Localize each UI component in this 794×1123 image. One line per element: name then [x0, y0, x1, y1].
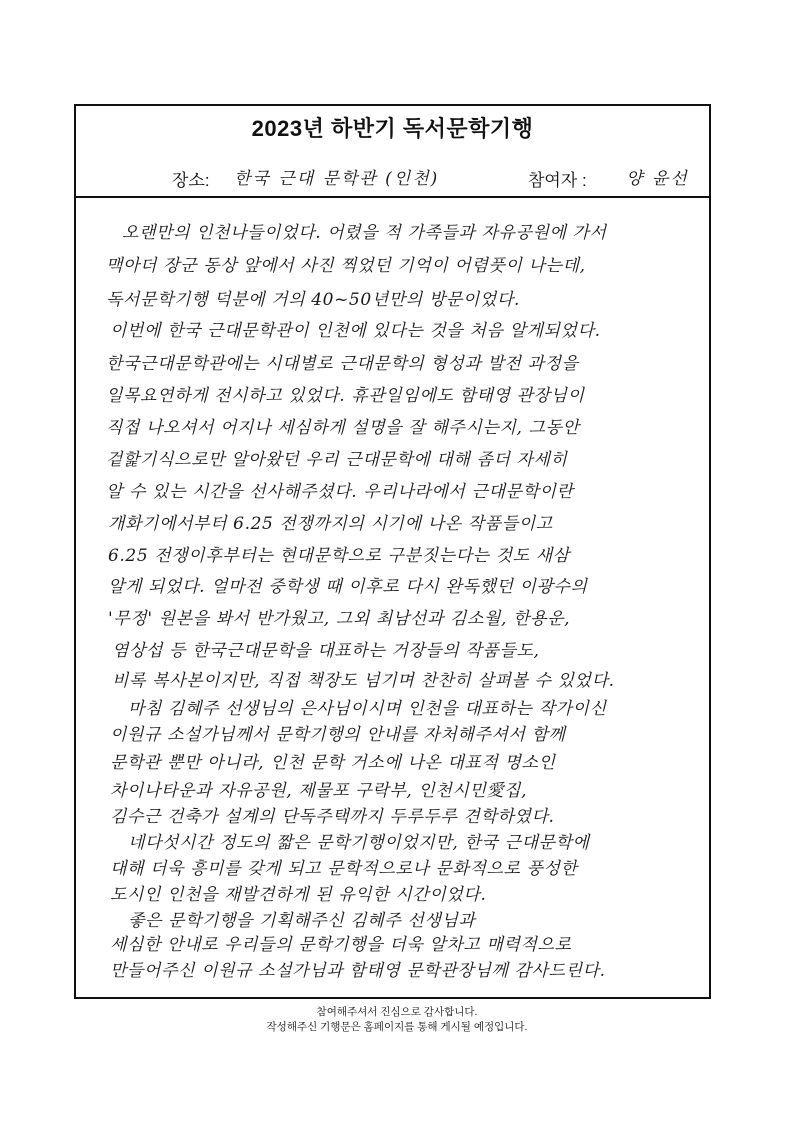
- essay-line: 염상섭 등 한국근대문학을 대표하는 거장들의 작품들도,: [112, 641, 540, 661]
- essay-line: 도시인 인천을 재발견하게 된 유익한 시간이었다.: [110, 885, 487, 905]
- essay-line: 알게 되었다. 얼마전 중학생 때 이후로 다시 완독했던 이광수의: [108, 577, 588, 597]
- essay-line: 만들어주신 이원규 소설가님과 함태영 문학관장님께 감사드린다.: [110, 961, 606, 981]
- essay-line: 문학관 뿐만 아니라, 인천 문학 거소에 나온 대표적 명소인: [110, 753, 556, 773]
- essay-line: 좋은 문학기행을 기획해주신 김혜주 선생님과: [128, 911, 476, 931]
- participant-label: 참여자 :: [528, 171, 587, 190]
- travel-essay-form: [74, 104, 711, 999]
- meta-row: [76, 164, 709, 190]
- essay-line: 비록 복사본이지만, 직접 책장도 넘기며 찬찬히 살펴볼 수 있었다.: [112, 671, 615, 691]
- footer-thanks: 참여해주셔서 진심으로 감사합니다.: [316, 1006, 478, 1018]
- essay-line: 6.25 전쟁이후부터는 현대문학으로 구분짓는다는 것도 새삼: [108, 546, 570, 566]
- place-value: 한국 근대 문학관 (인천): [234, 169, 440, 189]
- essay-line: 일목요연하게 전시하고 있었다. 휴관일임에도 함태영 관장님이: [106, 386, 585, 406]
- place-label: 장소:: [172, 171, 210, 190]
- essay-line: 차이나타운과 자유공원, 제물포 구락부, 인천시민愛집,: [110, 781, 528, 801]
- essay-line: 한국근대문학관에는 시대별로 근대문학의 형성과 발전 과정을: [106, 354, 579, 374]
- essay-line: 네다섯시간 정도의 짧은 문학기행이었지만, 한국 근대문학에: [128, 833, 590, 853]
- essay-line: 알 수 있는 시간을 선사해주셨다. 우리나라에서 근대문학이란: [106, 482, 574, 502]
- essay-line: 개화기에서부터 6.25 전쟁까지의 시기에 나온 작품들이고: [108, 514, 553, 534]
- essay-line: 맥아더 장군 동상 앞에서 사진 찍었던 기억이 어렴풋이 나는데,: [106, 256, 586, 276]
- essay-line: 직접 나오셔서 어지나 세심하게 설명을 잘 해주시는지, 그동안: [106, 418, 580, 438]
- essay-line: '무정' 원본을 봐서 반가웠고, 그외 최남선과 김소월, 한용운,: [108, 609, 571, 629]
- essay-line: 독서문학기행 덕분에 거의 40~50년만의 방문이었다.: [106, 290, 520, 310]
- essay-line: 오랜만의 인천나들이었다. 어렸을 적 가족들과 자유공원에 가서: [122, 223, 607, 243]
- essay-line: 대해 더욱 흥미를 갖게 되고 문학적으로나 문화적으로 풍성한: [110, 859, 578, 879]
- essay-line: 이원규 소설가님께서 문학기행의 안내를 자처해주셔서 함께: [110, 725, 566, 745]
- essay-line: 이번에 한국 근대문학관이 인천에 있다는 것을 처음 알게되었다.: [110, 321, 601, 341]
- form-header: [76, 106, 709, 198]
- participant-value: 양 윤선: [626, 169, 689, 189]
- essay-line: 마침 김혜주 선생님의 은사님이시며 인천을 대표하는 작가이신: [128, 699, 607, 719]
- essay-line: 김수근 건축가 설계의 단독주택까지 두루두루 견학하였다.: [110, 807, 555, 827]
- footer-notice: 작성해주신 기행문은 홈페이지를 통해 게시될 예정입니다.: [266, 1021, 528, 1033]
- essay-line: 세심한 안내로 우리들의 문학기행을 더욱 알차고 매력적으로: [110, 935, 572, 955]
- essay-line: 겉핥기식으로만 알아왔던 우리 근대문학에 대해 좀더 자세히: [106, 450, 568, 470]
- document-title: 2023년 하반기 독서문학기행: [251, 116, 534, 141]
